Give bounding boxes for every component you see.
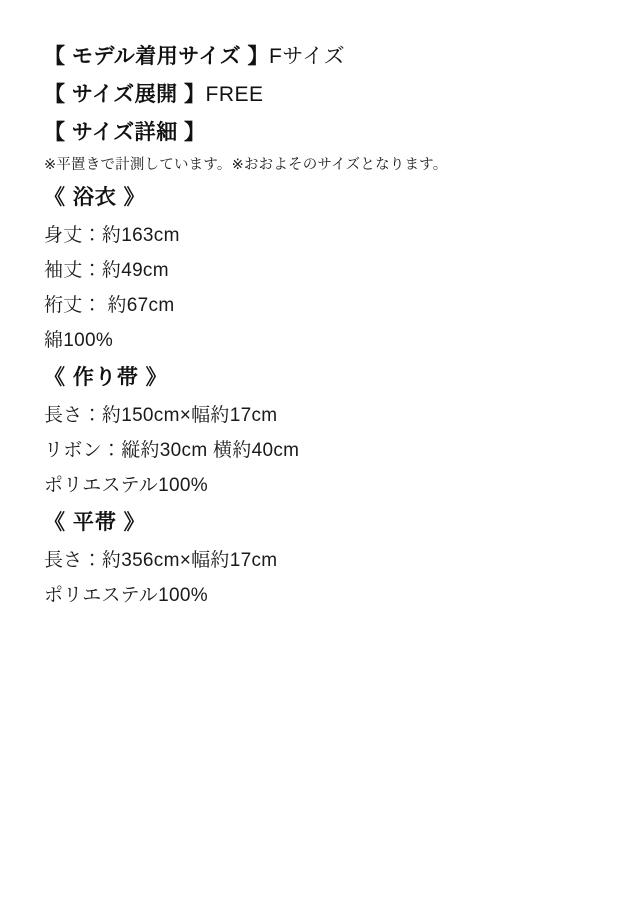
heading-model-size-value: Fサイズ [268, 45, 346, 68]
heading-size-range-value: FREE [205, 83, 264, 106]
yukata-body-length: 身丈：約163cm [44, 225, 180, 246]
heading-model-size-bracket: 【 モデル着用サイズ 】 [44, 45, 269, 68]
tsukuri-obi-length: 長さ：約150cm×幅約17cm [44, 405, 278, 426]
measurement-note: ※平置きで計測しています。※おおよそのサイズとなります。 [44, 157, 448, 173]
section-title-yukata: 《 浴衣 》 [44, 186, 146, 209]
heading-size-detail-bracket: 【 サイズ詳細 】 [44, 121, 206, 144]
tsukuri-obi-ribbon: リボン：縦約30cm 横約40cm [44, 440, 300, 461]
yukata-sleeve-length: 袖丈：約49cm [44, 260, 169, 281]
heading-size-range-bracket: 【 サイズ展開 】 [44, 83, 206, 106]
heading-model-size [44, 38, 596, 76]
yukata-material: 綿100% [44, 330, 114, 351]
tsukuri-obi-material: ポリエステル100% [44, 475, 208, 496]
yukata-sleeve-width: 裄丈： 約67cm [44, 295, 175, 316]
hira-obi-material: ポリエステル100% [44, 585, 208, 606]
hira-obi-length: 長さ：約356cm×幅約17cm [44, 550, 278, 571]
heading-size-range [44, 76, 596, 114]
heading-size-detail [44, 114, 596, 152]
section-title-tsukuri-obi: 《 作り帯 》 [44, 366, 168, 389]
section-title-hira-obi: 《 平帯 》 [44, 511, 146, 534]
